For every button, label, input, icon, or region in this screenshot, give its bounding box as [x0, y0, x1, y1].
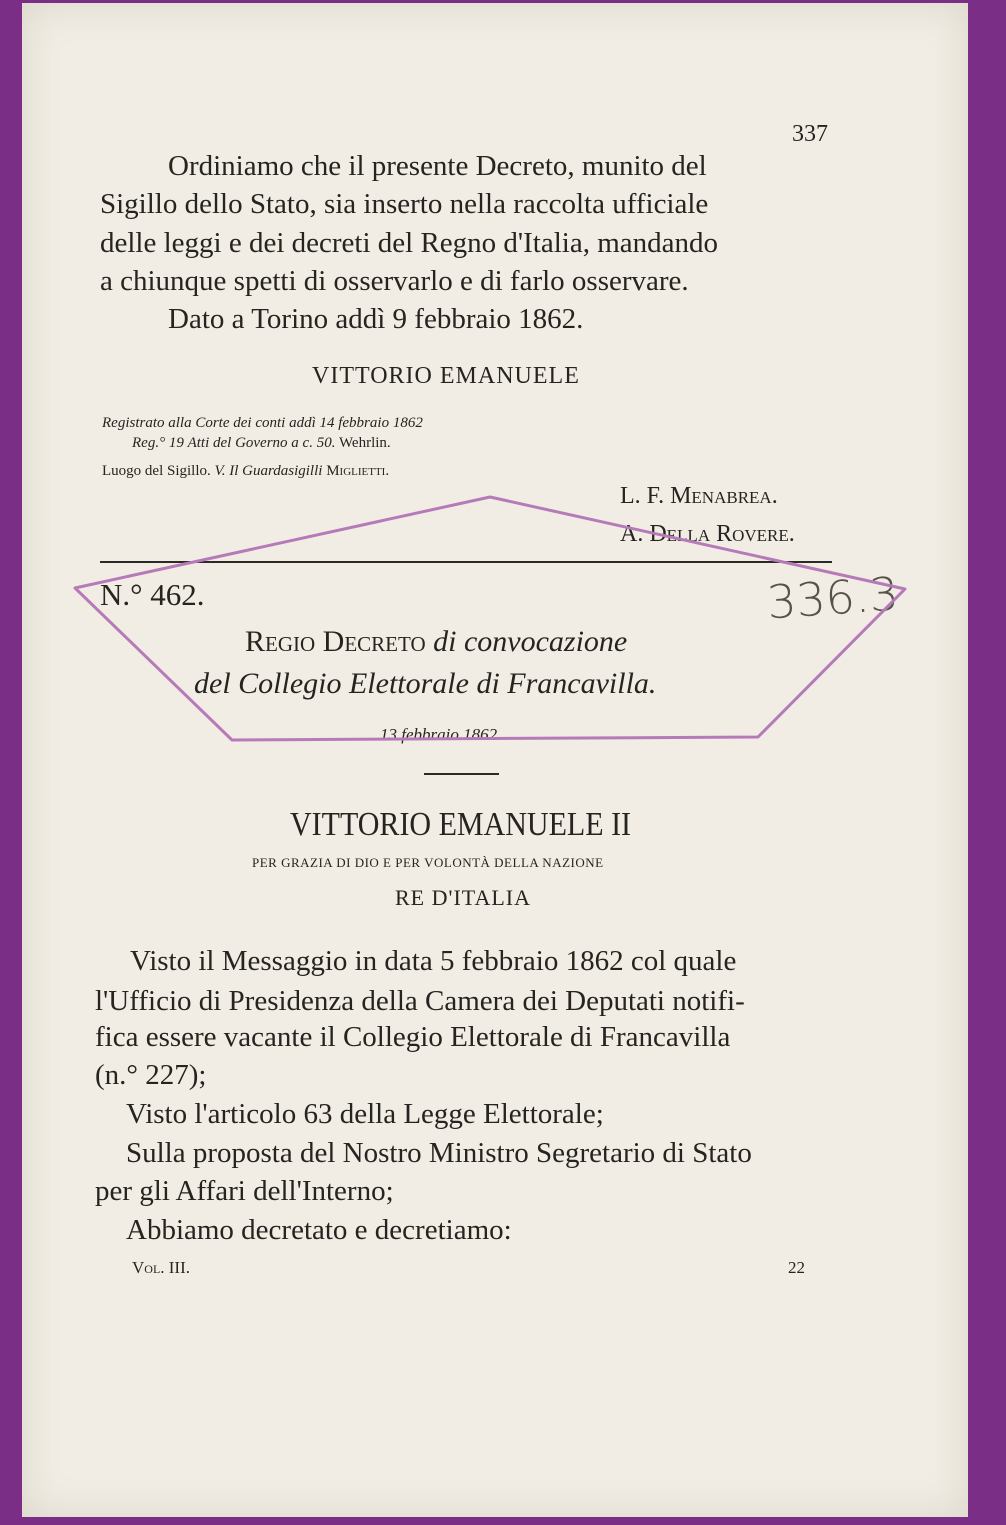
grace-formula: PER GRAZIA DI DIO E PER VOLONTÀ DELLA NAZIONE: [252, 855, 604, 870]
decree-title-regio: Regio Decreto: [245, 625, 426, 658]
highlight-outline: [75, 497, 905, 740]
king-signature: VITTORIO EMANUELE: [312, 363, 580, 389]
preamble-line-8: Abbiamo decretato e decretiamo:: [126, 1214, 512, 1246]
preamble-line-1: Visto il Messaggio in data 5 febbraio 1862 col quale: [130, 945, 737, 977]
preamble-line-6: Sulla proposta del Nostro Ministro Segretario di Stato: [126, 1137, 752, 1169]
closing-line-1: Ordiniamo che il presente Decreto, munito del: [168, 150, 707, 182]
registration-reg: Reg.° 19: [132, 435, 184, 451]
seal-place: Luogo del Sigillo.: [102, 463, 211, 479]
closing-line-3: delle leggi e dei decreti del Regno d'Italia, mandando: [100, 227, 719, 259]
countersign-della-rovere: A. Della Rovere.: [620, 521, 795, 547]
king-heading: VITTORIO EMANUELE II: [290, 806, 632, 843]
decree-date: 13 febbraio 1862: [380, 725, 498, 744]
registration-clerk: Wehrlin.: [338, 435, 391, 451]
preamble-line-2: l'Ufficio di Presidenza della Camera dei Deputati notifi-: [95, 985, 745, 1017]
closing-line-4: a chiunque spetti di osservarlo e di farlo osservare.: [100, 265, 689, 297]
decree-title-line-2: del Collegio Elettorale di Francavilla.: [194, 667, 657, 700]
decree-number: N.° 462.: [100, 577, 205, 612]
preamble-line-3: fica essere vacante il Collegio Elettorale di Francavilla: [95, 1021, 731, 1053]
decree-title-convocazione: di convocazione: [433, 625, 628, 658]
dated-line: Dato a Torino addì 9 febbraio 1862.: [168, 303, 584, 335]
signature-mark: 22: [788, 1258, 805, 1277]
preamble-line-5: Visto l'articolo 63 della Legge Elettorale;: [126, 1098, 604, 1130]
guardasigilli: V. Il Guardasigilli: [214, 463, 323, 479]
guardasigilli-name: Miglietti.: [326, 463, 390, 479]
handwritten-note: 336.3: [765, 566, 901, 630]
page-number: 337: [792, 121, 828, 147]
preamble-line-7: per gli Affari dell'Interno;: [95, 1175, 394, 1207]
registration-line-1: Registrato alla Corte dei conti addì 14 febbraio 1862: [102, 415, 423, 431]
preamble-line-4: (n.° 227);: [95, 1059, 207, 1091]
king-title: RE D'ITALIA: [395, 885, 532, 910]
volume-mark: Vol. III.: [132, 1258, 191, 1277]
countersign-menabrea: L. F. Menabrea.: [620, 483, 778, 509]
registration-atti: Atti del Governo a c. 50.: [187, 435, 336, 451]
closing-line-2: Sigillo dello Stato, sia inserto nella raccolta ufficiale: [100, 188, 709, 220]
